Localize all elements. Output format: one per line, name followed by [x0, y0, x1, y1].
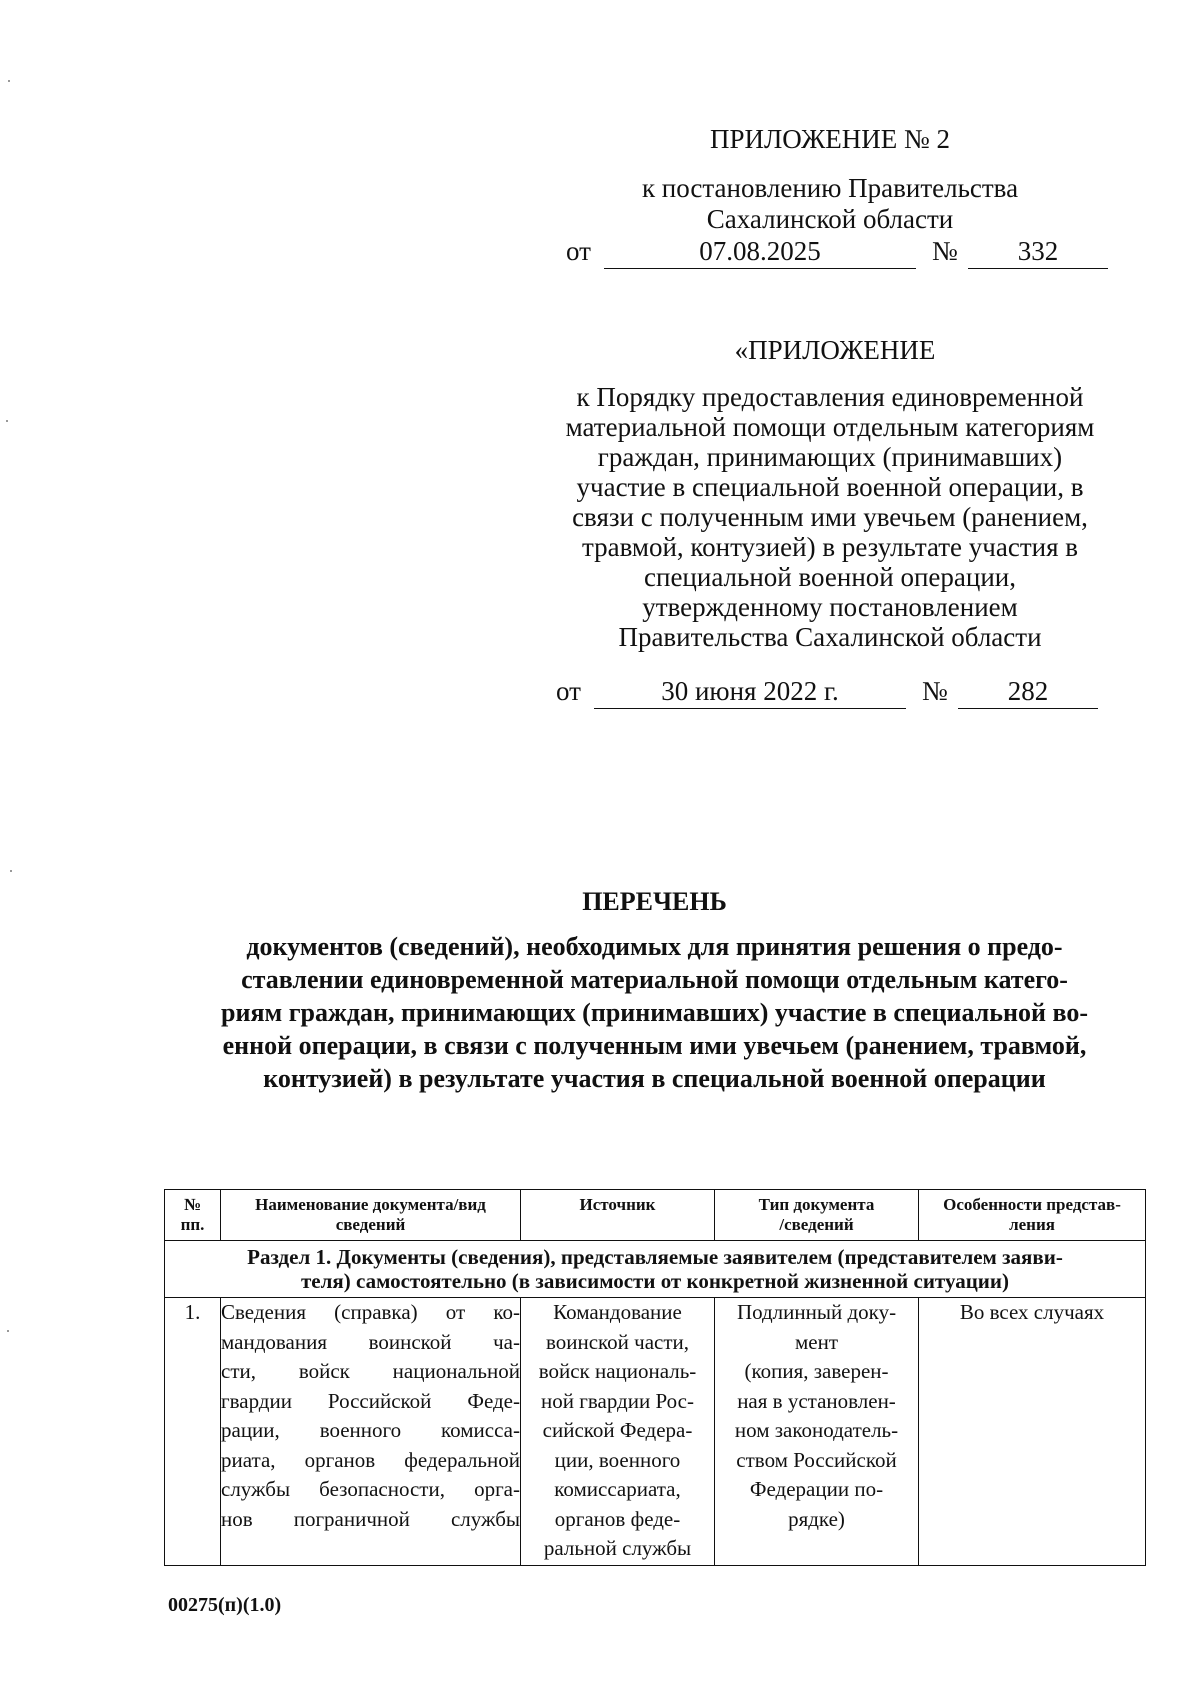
appendix-from-label: от — [566, 236, 591, 266]
header-type — [715, 1190, 919, 1241]
documents-table — [164, 1189, 1146, 1566]
header-num-line: пп. — [180, 1215, 205, 1234]
annex-number-field — [958, 676, 1098, 709]
scan-speck — [10, 870, 12, 872]
annex-line: участие в специальной военной операции, в — [576, 472, 1084, 502]
section-heading — [165, 1241, 1146, 1298]
row-name-line: рации, военного комисса- — [221, 1418, 520, 1442]
row-type-line: ная в установлен- — [737, 1388, 896, 1413]
list-subtitle — [164, 930, 1145, 1095]
appendix-number-label: № — [932, 236, 958, 266]
appendix-line-2: Сахалинской области — [706, 204, 954, 234]
annex-line: материальной помощи отдельным категориям — [565, 412, 1095, 442]
subtitle-line: ставлении единовременной материальной помощи отдельным катего- — [241, 965, 1068, 994]
header-num-line: № — [183, 1195, 202, 1214]
scan-speck — [8, 80, 10, 82]
header-name-line: сведений — [335, 1215, 406, 1234]
row-name-line: гвардии Российской Феде- — [221, 1388, 520, 1413]
row-type-line: мент — [794, 1329, 839, 1354]
header-source-line: Источник — [579, 1195, 656, 1214]
scan-speck — [7, 1330, 9, 1332]
subtitle-line: риям граждан, принимающих (принимавших) участие в специальной во- — [221, 998, 1088, 1027]
row-source — [521, 1298, 715, 1566]
header-type-line: Тип документа — [758, 1195, 875, 1214]
row-name-line: сти, войск национальной — [221, 1359, 520, 1383]
annex-line: утвержденному постановлением — [642, 592, 1018, 622]
row-source-line: ции, военного — [554, 1447, 681, 1472]
row-name-line: службы безопасности, орга- — [221, 1477, 520, 1501]
document-code: 00275(п)(1.0) — [168, 1594, 282, 1616]
scan-speck — [6, 420, 8, 422]
row-type-line: (копия, заверен- — [744, 1359, 889, 1383]
row-source-line: войск националь- — [538, 1359, 697, 1383]
section-line: Раздел 1. Документы (сведения), представляемые заявителем (представителем заяви- — [247, 1245, 1063, 1269]
section-line: теля) самостоятельно (в зависимости от конкретной жизненной ситуации) — [300, 1269, 1009, 1293]
annex-line: травмой, контузией) в результате участия в — [581, 532, 1078, 562]
header-name — [221, 1190, 521, 1241]
header-features-line: ления — [1009, 1215, 1055, 1234]
header-source — [521, 1190, 715, 1241]
header-num — [165, 1190, 221, 1241]
row-type-line: Подлинный доку- — [736, 1300, 897, 1324]
annex-date: 30 июня 2022 г. — [661, 676, 839, 706]
annex-from-label: от — [556, 676, 581, 706]
row-name-line: нов пограничной службы — [221, 1506, 520, 1531]
appendix-title: ПРИЛОЖЕНИЕ № 2 — [709, 124, 951, 154]
annex-line: граждан, принимающих (принимавших) — [597, 442, 1063, 472]
row-name-line: мандования воинской ча- — [221, 1329, 520, 1354]
appendix-number-field — [968, 236, 1108, 269]
row-num-text: 1. — [184, 1300, 201, 1324]
row-source-line: ральной службы — [543, 1536, 692, 1560]
annex-text — [530, 382, 1130, 652]
row-type-line: рядке) — [788, 1506, 845, 1531]
row-source-line: органов феде- — [554, 1506, 681, 1531]
row-source-line: ной гвардии Рос- — [541, 1388, 694, 1413]
header-features — [919, 1190, 1146, 1241]
appendix-date-field — [604, 236, 916, 269]
table-row — [165, 1298, 1146, 1566]
list-title: ПЕРЕЧЕНЬ — [582, 887, 727, 916]
row-type-line: ством Российской — [736, 1447, 897, 1472]
appendix-date: 07.08.2025 — [699, 236, 821, 266]
row-features — [919, 1298, 1146, 1566]
row-source-line: Командование — [553, 1300, 682, 1324]
annex-line: специальной военной операции, — [644, 562, 1016, 592]
subtitle-line: контузией) в результате участия в специальной военной операции — [263, 1064, 1046, 1093]
annex-title: «ПРИЛОЖЕНИЕ — [734, 335, 936, 365]
subtitle-line: енной операции, в связи с полученным ими увечьем (ранением, травмой, — [222, 1031, 1087, 1060]
row-num — [165, 1298, 221, 1566]
appendix-line-1: к постановлению Правительства — [641, 173, 1019, 203]
header-features-line: Особенности представ- — [943, 1195, 1121, 1214]
header-name-line: Наименование документа/вид — [255, 1195, 486, 1214]
header-type-line: /сведений — [779, 1215, 854, 1234]
row-name-line: риата, органов федеральной — [221, 1447, 520, 1472]
row-type-line: ном законодатель- — [734, 1418, 899, 1442]
annex-number: 282 — [1007, 676, 1049, 706]
subtitle-line: документов (сведений), необходимых для принятия решения о предо- — [246, 932, 1063, 961]
annex-number-label: № — [922, 676, 948, 706]
row-name-line: Сведения (справка) от ко- — [221, 1300, 520, 1324]
row-name — [221, 1298, 521, 1566]
annex-line: Правительства Сахалинской области — [618, 622, 1042, 652]
row-source-line: воинской части, — [545, 1329, 690, 1354]
annex-line: к Порядку предоставления единовременной — [576, 382, 1084, 412]
annex-date-field — [594, 676, 906, 709]
row-source-line: сийской Федера- — [542, 1418, 693, 1442]
annex-line: связи с полученным ими увечьем (ранением, — [572, 502, 1088, 532]
row-type — [715, 1298, 919, 1566]
section-row — [165, 1241, 1146, 1298]
table-header-row — [165, 1190, 1146, 1241]
row-type-line: Федерации по- — [749, 1477, 884, 1501]
appendix-number: 332 — [1017, 236, 1059, 266]
row-features-text: Во всех случаях — [959, 1300, 1105, 1324]
row-source-line: комиссариата, — [554, 1477, 681, 1501]
